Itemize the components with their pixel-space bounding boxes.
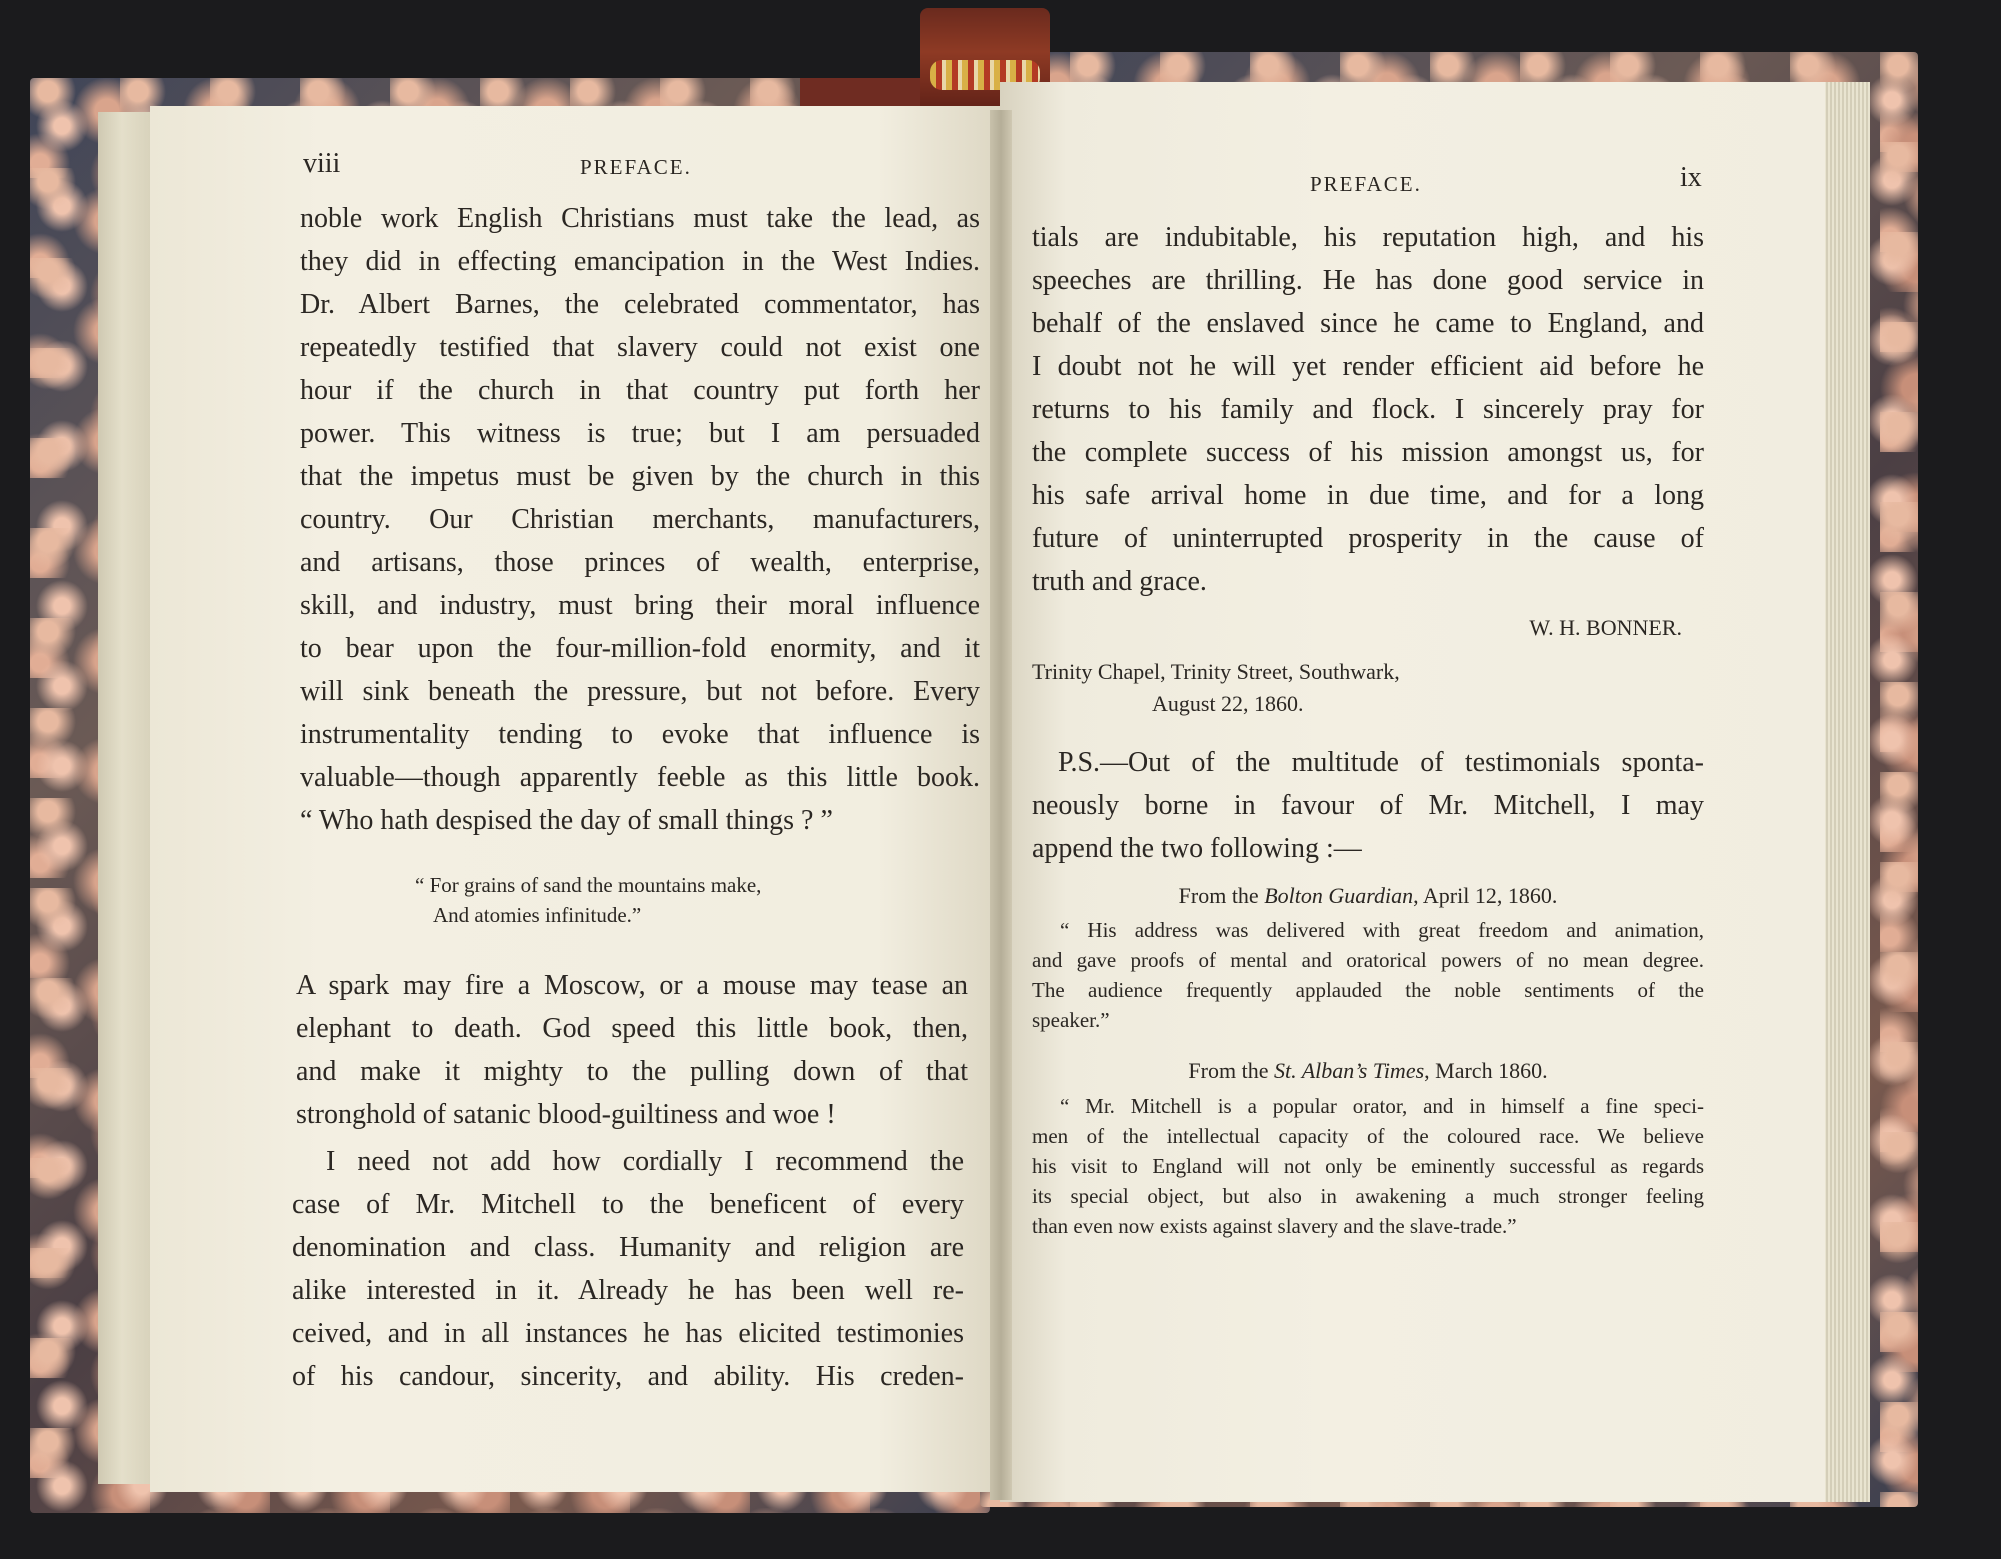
text-line: truth and grace. bbox=[1032, 566, 1207, 597]
text-line: will sink beneath the pressure, but not before. Every bbox=[300, 676, 980, 707]
text-line: behalf of the enslaved since he came to England, and bbox=[1032, 308, 1704, 339]
folio-right: ix bbox=[1680, 162, 1702, 193]
text-line: I doubt not he will yet render efficient aid before he bbox=[1032, 351, 1704, 382]
left-paragraph-2 bbox=[296, 964, 968, 1136]
text-line: and make it mighty to the pulling down of that bbox=[296, 1056, 968, 1087]
text-line: case of Mr. Mitchell to the beneficent of every bbox=[292, 1189, 964, 1220]
left-paragraph-3 bbox=[292, 1140, 964, 1398]
text-line: of his candour, sincerity, and ability. His creden- bbox=[292, 1361, 964, 1392]
quote-line: speaker.” bbox=[1032, 1008, 1110, 1032]
signature: W. H. BONNER. bbox=[1529, 615, 1682, 640]
text-line: valuable—though apparently feeble as this little book. bbox=[300, 762, 980, 793]
left-paragraph-1 bbox=[300, 197, 980, 842]
text-line: stronghold of satanic blood-guiltiness and woe ! bbox=[296, 1099, 836, 1130]
text-line: that the impetus must be given by the church in this bbox=[300, 461, 980, 492]
text-line: returns to his family and flock. I sincerely pray for bbox=[1032, 394, 1704, 425]
text-line: ceived, and in all instances he has elicited testimonies bbox=[292, 1318, 964, 1349]
source-title: St. Alban’s Times bbox=[1273, 1058, 1425, 1083]
quote-line: its special object, but also in awakening a much stronger feeling bbox=[1032, 1184, 1704, 1208]
quote-st-albans-times bbox=[1032, 1091, 1704, 1241]
text-line: P.S.—Out of the multitude of testimonials sponta- bbox=[1058, 747, 1704, 778]
text-line: and artisans, those princes of wealth, enterprise, bbox=[300, 547, 980, 578]
postscript bbox=[1032, 741, 1704, 870]
text-line: neously borne in favour of Mr. Mitchell, I may bbox=[1032, 790, 1704, 821]
text-line: elephant to death. God speed this little book, then, bbox=[296, 1013, 968, 1044]
text-line: hour if the church in that country put forth her bbox=[300, 375, 980, 406]
source-title: Bolton Guardian bbox=[1264, 883, 1414, 908]
text-line: denomination and class. Humanity and religion are bbox=[292, 1232, 964, 1263]
quote-line: men of the intellectual capacity of the coloured race. We believe bbox=[1032, 1124, 1704, 1148]
source-prefix: From the bbox=[1178, 883, 1265, 908]
gutter bbox=[990, 110, 1012, 1500]
text-line: I need not add how cordially I recommend the bbox=[326, 1146, 964, 1177]
quote-line: than even now exists against slavery and the slave-trade.” bbox=[1032, 1214, 1517, 1238]
quote-line: “ Mr. Mitchell is a popular orator, and in himself a fine speci- bbox=[1060, 1094, 1704, 1118]
text-line: to bear upon the four-million-fold enormity, and it bbox=[300, 633, 980, 664]
text-line: alike interested in it. Already he has been well re- bbox=[292, 1275, 964, 1306]
text-line: tials are indubitable, his reputation high, and his bbox=[1032, 222, 1704, 253]
quote-line: his visit to England will not only be eminently successful as regards bbox=[1032, 1154, 1704, 1178]
text-line: skill, and industry, must bring their moral influence bbox=[300, 590, 980, 621]
quote-line: “ His address was delivered with great freedom and animation, bbox=[1060, 918, 1704, 942]
signature-date: August 22, 1860. bbox=[1152, 691, 1304, 716]
text-line: speeches are thrilling. He has done good service in bbox=[1032, 265, 1704, 296]
text-line: the complete success of his mission amongst us, for bbox=[1032, 437, 1704, 468]
right-paragraph-1 bbox=[1032, 216, 1704, 603]
running-head-right: PREFACE. bbox=[1310, 172, 1422, 196]
text-line: repeatedly testified that slavery could not exist one bbox=[300, 332, 980, 363]
text-line: his safe arrival home in due time, and for a long bbox=[1032, 480, 1704, 511]
text-line: future of uninterrupted prosperity in the cause of bbox=[1032, 523, 1704, 554]
source-prefix: From the bbox=[1188, 1058, 1274, 1083]
verse-line: And atomies infinitude.” bbox=[433, 903, 642, 927]
page-edges-left bbox=[98, 112, 158, 1484]
quote-line: The audience frequently applauded the noble sentiments of the bbox=[1032, 978, 1704, 1002]
text-line: country. Our Christian merchants, manufacturers, bbox=[300, 504, 980, 535]
source-suffix: , March 1860. bbox=[1424, 1058, 1548, 1083]
text-line: power. This witness is true; but I am persuaded bbox=[300, 418, 980, 449]
text-line: they did in effecting emancipation in the West Indies. bbox=[300, 246, 980, 277]
running-head-left: PREFACE. bbox=[580, 155, 692, 179]
text-line: instrumentality tending to evoke that influence is bbox=[300, 719, 980, 750]
text-line: A spark may fire a Moscow, or a mouse may tease an bbox=[296, 970, 968, 1001]
source-suffix: , April 12, 1860. bbox=[1413, 883, 1558, 908]
quote-line: and gave proofs of mental and oratorical powers of no mean degree. bbox=[1032, 948, 1704, 972]
source-bolton-guardian bbox=[1032, 880, 1704, 911]
folio-left: viii bbox=[303, 148, 341, 179]
text-line: append the two following :— bbox=[1032, 833, 1362, 864]
text-line: noble work English Christians must take the lead, as bbox=[300, 203, 980, 234]
text-line: “ Who hath despised the day of small things ? ” bbox=[300, 805, 833, 836]
quote-bolton-guardian bbox=[1032, 915, 1704, 1035]
verse-quote bbox=[415, 870, 855, 930]
signature-place: Trinity Chapel, Trinity Street, Southwark, bbox=[1032, 659, 1400, 684]
text-line: Dr. Albert Barnes, the celebrated commentator, has bbox=[300, 289, 980, 320]
source-st-albans-times bbox=[1032, 1055, 1704, 1086]
verse-line: “ For grains of sand the mountains make, bbox=[415, 873, 762, 897]
